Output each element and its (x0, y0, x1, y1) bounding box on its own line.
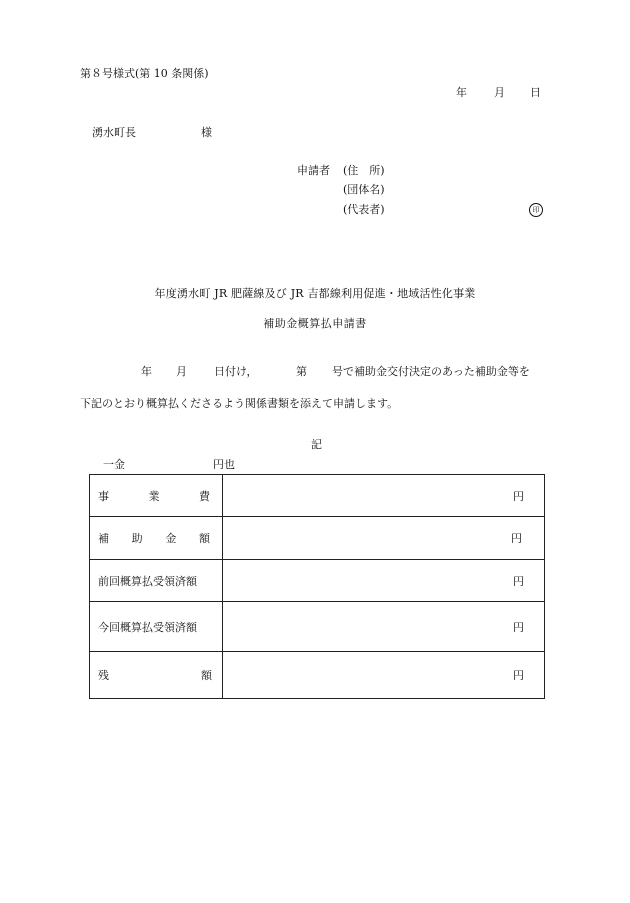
form-number: 第８号様式(第 10 条関係) (80, 67, 209, 80)
label-char: 残 (98, 669, 109, 682)
label-char: 費 (199, 489, 210, 503)
row-label (90, 475, 223, 517)
row-value-cell[interactable] (223, 560, 545, 602)
label-char: 金 (165, 532, 177, 545)
table-row-subsidy-amount (90, 517, 545, 560)
date-year-label: 年 (456, 86, 467, 99)
label-char: 助 (131, 532, 143, 545)
date-day-label: 日 (530, 86, 541, 99)
amount-prefix: 一金 (103, 458, 125, 471)
yen-unit: 円 (511, 532, 522, 545)
row-value-cell[interactable] (223, 517, 545, 560)
label-char: 額 (201, 669, 212, 682)
label-char: 事 (98, 489, 109, 503)
label-char: 額 (198, 532, 210, 545)
table-row-previous-received (90, 560, 545, 602)
table-row-balance (90, 652, 545, 699)
table-row-current-received (90, 602, 545, 652)
document-title-line1: 年度湧水町 JR 肥薩線及び JR 吉都線利用促進・地域活性化事業 (154, 287, 476, 300)
body-year-label: 年 (141, 365, 152, 378)
yen-unit: 円 (513, 574, 524, 588)
yen-unit: 円 (513, 620, 524, 634)
body-text-line2: 下記のとおり概算払くださるよう関係書類を添えて申請します。 (80, 397, 399, 410)
label-char: 業 (148, 489, 160, 503)
applicant-label: 申請者 (297, 164, 330, 177)
yen-unit: 円 (513, 489, 524, 503)
row-label (90, 652, 223, 699)
row-value-cell[interactable] (223, 602, 545, 652)
row-label (90, 517, 223, 560)
addressee-name: 湧水町長 (92, 126, 136, 139)
row-label (90, 560, 223, 602)
body-text-line1: 号で補助金交付決定のあった補助金等を (332, 365, 530, 378)
applicant-address-label: (住 所) (343, 164, 385, 177)
label-text: 今回概算払受領済額 (98, 620, 197, 634)
yen-unit: 円 (513, 669, 524, 682)
table-row-project-cost (90, 475, 545, 517)
amount-table (89, 474, 545, 699)
row-label (90, 602, 223, 652)
ki-heading: 記 (311, 438, 322, 451)
seal-mark: 印 (529, 203, 543, 217)
body-month-label: 月 (176, 365, 187, 378)
row-value-cell[interactable] (223, 652, 545, 699)
document-title-line2: 補助金概算払申請書 (263, 317, 367, 330)
body-day-label: 日付け， (214, 365, 258, 378)
applicant-group-label: (団体名) (343, 183, 385, 196)
label-char: 補 (98, 532, 109, 545)
body-number-prefix: 第 (296, 365, 307, 378)
addressee-honorific: 様 (201, 126, 212, 139)
applicant-representative-label: (代表者) (343, 203, 385, 216)
amount-suffix: 円也 (213, 458, 235, 471)
date-month-label: 月 (494, 86, 505, 99)
row-value-cell[interactable] (223, 475, 545, 517)
label-text: 前回概算払受領済額 (98, 574, 197, 588)
